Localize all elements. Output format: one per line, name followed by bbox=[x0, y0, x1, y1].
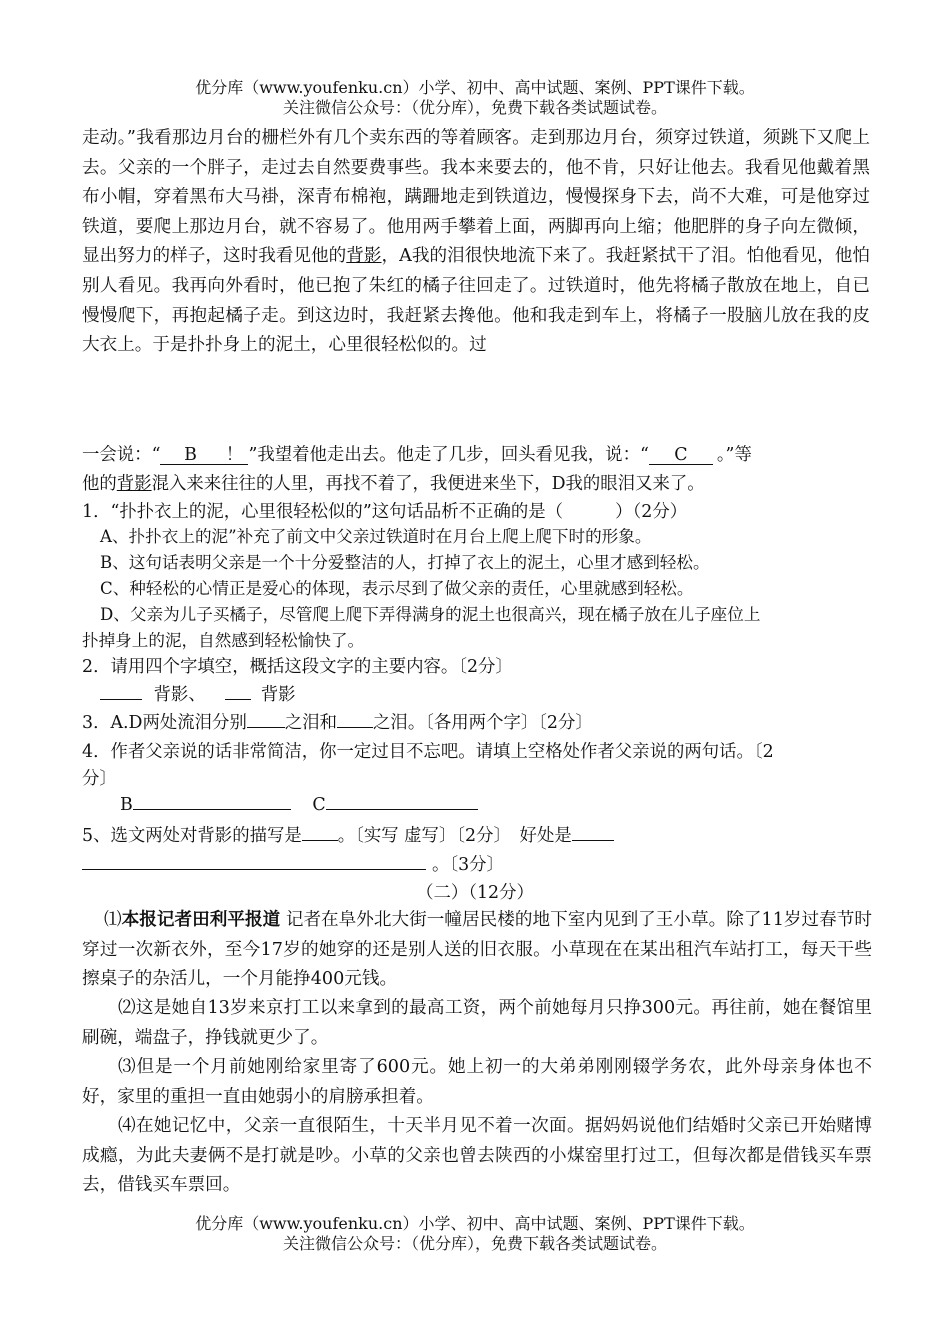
header-line-2: 关注微信公众号：（优分库），免费下载各类试题试卷。 bbox=[282, 98, 667, 117]
underlined-word-beiying: 背影 bbox=[346, 246, 382, 267]
question-1: 1．“扑扑衣上的泥，心里很轻松似的”这句话品析不正确的是（ ）（2分） bbox=[82, 502, 688, 522]
answer-blank[interactable] bbox=[572, 824, 614, 841]
answer-blank-long[interactable] bbox=[82, 853, 426, 870]
blank-b-mark: ！ bbox=[220, 446, 248, 465]
question-1-option-c: C、种轻松的心情正是爱心的体现，表示尽到了做父亲的责任，心里就感到轻松。 bbox=[100, 579, 694, 598]
blank-c: C bbox=[649, 446, 713, 465]
answer-blank[interactable] bbox=[302, 824, 338, 841]
passage-line-end: 他的背影混入来来往往的人里，再找不着了，我便进来坐下，D我的眼泪又来了。 bbox=[82, 474, 705, 494]
page-header bbox=[0, 78, 950, 118]
section-2-title: （二）（12分） bbox=[416, 883, 534, 903]
question-2: 2．请用四个字填空，概括这段文字的主要内容。〔2分〕 bbox=[82, 657, 513, 677]
article-paragraph-2: ⑵这是她自13岁来京打工以来拿到的最高工资，两个前她每月只挣300元。再往前，她在餐馆里刷碗，端盘子，挣钱就更少了。 bbox=[82, 998, 872, 1048]
answer-blank[interactable] bbox=[225, 683, 251, 700]
answer-blank[interactable] bbox=[247, 711, 285, 728]
blank-b: B bbox=[160, 446, 220, 465]
question-5-cont: 。〔3分〕 bbox=[82, 850, 504, 875]
header-line-1: 优分库（www.youfenku.cn）小学、初中、高中试题、案例、PPT课件下载。 bbox=[195, 78, 755, 97]
footer-line-1: 优分库（www.youfenku.cn）小学、初中、高中试题、案例、PPT课件下载。 bbox=[195, 1214, 755, 1233]
article-paragraph-3: ⑶但是一个月前她刚给家里寄了600元。她上初一的大弟弟刚刚辍学务农，此外母亲身体也不好，家里的重担一直由她弱小的肩膀承担着。 bbox=[82, 1057, 872, 1107]
question-4: 4．作者父亲说的话非常简洁，你一定过目不忘吧。请填上空格处作者父亲说的两句话。〔2 bbox=[82, 742, 774, 762]
answer-blank[interactable] bbox=[100, 683, 142, 700]
answer-blank-b[interactable] bbox=[133, 793, 291, 810]
answer-blank[interactable] bbox=[337, 711, 373, 728]
question-1-option-d: D、父亲为儿子买橘子，尽管爬上爬下弄得满身的泥土也很高兴，现在橘子放在儿子座位上 bbox=[100, 605, 761, 624]
question-1-option-a: A、扑扑衣上的泥”补充了前文中父亲过铁道时在月台上爬上爬下时的形象。 bbox=[100, 527, 652, 546]
article-paragraph-4: ⑷在她记忆中，父亲一直很陌生，十天半月见不着一次面。据妈妈说他们结婚时父亲已开始赌博成瘾，为此夫妻俩不是打就是吵。小草的父亲也曾去陕西的小煤窑里打过工，但每次都是借钱买车票去，借钱买车票回。 bbox=[82, 1116, 872, 1196]
question-1-option-b: B、这句话表明父亲是一个十分爱整洁的人，打掉了衣上的泥土，心里才感到轻松。 bbox=[100, 553, 710, 572]
question-4-answer: B C bbox=[120, 793, 478, 815]
footer-line-2: 关注微信公众号：（优分库），免费下载各类试题试卷。 bbox=[282, 1234, 667, 1253]
passage-line-quote: 一会说：“ B ！ ”我望着他走出去。他走了几步，回头看见我，说：“ C 。”等 bbox=[82, 445, 752, 465]
article-paragraph-1: ⑴本报记者田利平报道 记者在阜外北大街一幢居民楼的地下室内见到了王小草。除了11岁过春节时穿过一次新衣外，至今17岁的她穿的还是别人送的旧衣服。小草现在在某出租汽车站打工，每天干些擦桌子的杂活儿，一个月能挣400元钱。 bbox=[82, 909, 872, 990]
passage-paragraph-1: 走动。”我看那边月台的栅栏外有几个卖东西的等着顾客。走到那边月台，须穿过铁道，须跳下又爬上去。父亲的一个胖子，走过去自然要费事些。我本来要去的，他不肯，只好让他去。我看见他戴着黑布小帽，穿着黑布大马褂，深青布棉袍，蹒跚地走到铁道边，慢慢探身下去，尚不大难，可是他穿过铁道，要爬上那边月台，就不容易了。他用两手攀着上面，两脚再向上缩；他肥胖的身子向左微倾，显出努力的样子，这时我看见他的背影，A我的泪很快地流下来了。我赶紧拭干了泪。怕他看见，他怕别人看见。我再向外看时，他已抱了朱红的橘子往回走了。过铁道时，他先将橘子散放在地上，自已慢慢爬下，再抱起橘子走。到这边时，我赶紧去搀他。他和我走到车上，将橘子一股脑儿放在我的皮大衣上。于是扑扑身上的泥土，心里很轻松似的。过 bbox=[82, 128, 870, 356]
question-3: 3．A.D两处流泪分别 之泪和 之泪。〔各用两个字〕〔2分〕 bbox=[82, 713, 593, 733]
page-footer bbox=[0, 1214, 950, 1254]
question-4-cont: 分〕 bbox=[82, 769, 117, 789]
question-1-option-d-cont: 扑掉身上的泥，自然感到轻松愉快了。 bbox=[82, 631, 365, 650]
question-5: 5、选文两处对背影的描写是 。〔实写 虚写〕〔2分〕 好处是 bbox=[82, 821, 614, 846]
answer-blank-c[interactable] bbox=[326, 793, 478, 810]
question-2-answer: 背影、 背影 bbox=[100, 680, 296, 705]
